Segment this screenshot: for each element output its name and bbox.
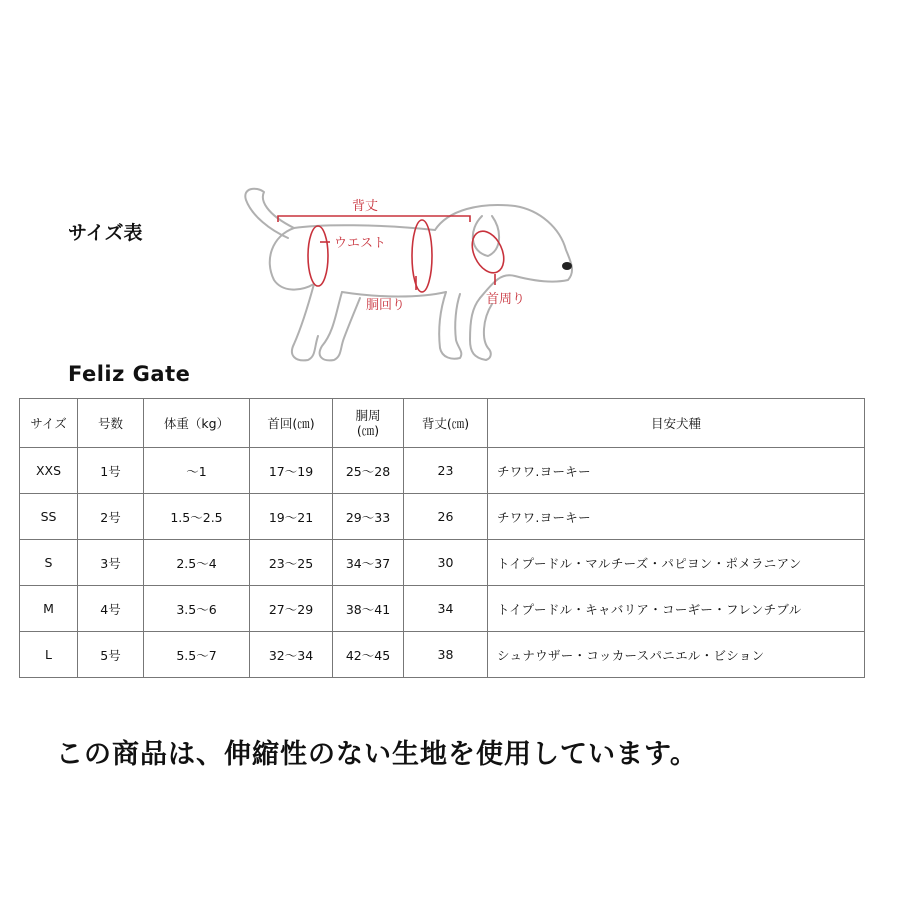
cell-girth: 42～45 bbox=[333, 632, 404, 678]
cell-weight: 1.5～2.5 bbox=[144, 494, 250, 540]
back-length-label: 背丈 bbox=[352, 199, 379, 214]
cell-weight: 3.5～6 bbox=[144, 586, 250, 632]
table-header-row bbox=[20, 399, 865, 448]
cell-breeds: トイプードル・キャバリア・コーギー・フレンチブル bbox=[488, 586, 865, 632]
cell-neck: 27～29 bbox=[250, 586, 333, 632]
table-row bbox=[20, 448, 865, 494]
neck-label: 首周り bbox=[486, 292, 526, 307]
girth-ring bbox=[412, 220, 432, 292]
cell-breeds: チワワ.ヨーキー bbox=[488, 448, 865, 494]
cell-number: 4号 bbox=[78, 586, 144, 632]
header-back-length: 背丈(㎝) bbox=[404, 399, 488, 448]
cell-neck: 19～21 bbox=[250, 494, 333, 540]
dog-measurement-diagram bbox=[230, 180, 590, 370]
cell-girth: 38～41 bbox=[333, 586, 404, 632]
cell-back-length: 23 bbox=[404, 448, 488, 494]
cell-breeds: チワワ.ヨーキー bbox=[488, 494, 865, 540]
back-length-line bbox=[278, 216, 470, 222]
cell-number: 3号 bbox=[78, 540, 144, 586]
cell-size: XXS bbox=[20, 448, 78, 494]
header-neck: 首回(㎝) bbox=[250, 399, 333, 448]
fabric-notice: この商品は、伸縮性のない生地を使用しています。 bbox=[56, 739, 698, 770]
cell-girth: 25～28 bbox=[333, 448, 404, 494]
cell-number: 2号 bbox=[78, 494, 144, 540]
cell-size: SS bbox=[20, 494, 78, 540]
table-row bbox=[20, 540, 865, 586]
cell-breeds: シュナウザー・コッカースパニエル・ビション bbox=[488, 632, 865, 678]
cell-size: M bbox=[20, 586, 78, 632]
cell-weight: ～1 bbox=[144, 448, 250, 494]
cell-neck: 17～19 bbox=[250, 448, 333, 494]
cell-neck: 32～34 bbox=[250, 632, 333, 678]
header-breeds: 目安犬種 bbox=[488, 399, 865, 448]
cell-weight: 2.5～4 bbox=[144, 540, 250, 586]
brand-name: Feliz Gate bbox=[68, 362, 191, 386]
header-number: 号数 bbox=[78, 399, 144, 448]
cell-breeds: トイプードル・マルチーズ・パピヨン・ポメラニアン bbox=[488, 540, 865, 586]
table-row bbox=[20, 586, 865, 632]
dog-nose bbox=[562, 262, 572, 270]
header-girth: 胴周 (㎝) bbox=[333, 399, 404, 448]
cell-size: L bbox=[20, 632, 78, 678]
cell-back-length: 38 bbox=[404, 632, 488, 678]
cell-girth: 29～33 bbox=[333, 494, 404, 540]
cell-neck: 23～25 bbox=[250, 540, 333, 586]
girth-label: 胴回り bbox=[366, 298, 406, 313]
header-size: サイズ bbox=[20, 399, 78, 448]
dog-outline-illustration bbox=[245, 189, 572, 361]
waist-label: ウエスト bbox=[334, 236, 387, 251]
table-row bbox=[20, 494, 865, 540]
cell-back-length: 30 bbox=[404, 540, 488, 586]
size-chart-title: サイズ表 bbox=[68, 222, 143, 244]
header-weight: 体重（kg） bbox=[144, 399, 250, 448]
cell-number: 1号 bbox=[78, 448, 144, 494]
cell-number: 5号 bbox=[78, 632, 144, 678]
cell-size: S bbox=[20, 540, 78, 586]
size-table bbox=[19, 398, 865, 678]
cell-back-length: 26 bbox=[404, 494, 488, 540]
cell-back-length: 34 bbox=[404, 586, 488, 632]
cell-weight: 5.5～7 bbox=[144, 632, 250, 678]
waist-ring bbox=[308, 226, 328, 286]
table-row bbox=[20, 632, 865, 678]
cell-girth: 34～37 bbox=[333, 540, 404, 586]
